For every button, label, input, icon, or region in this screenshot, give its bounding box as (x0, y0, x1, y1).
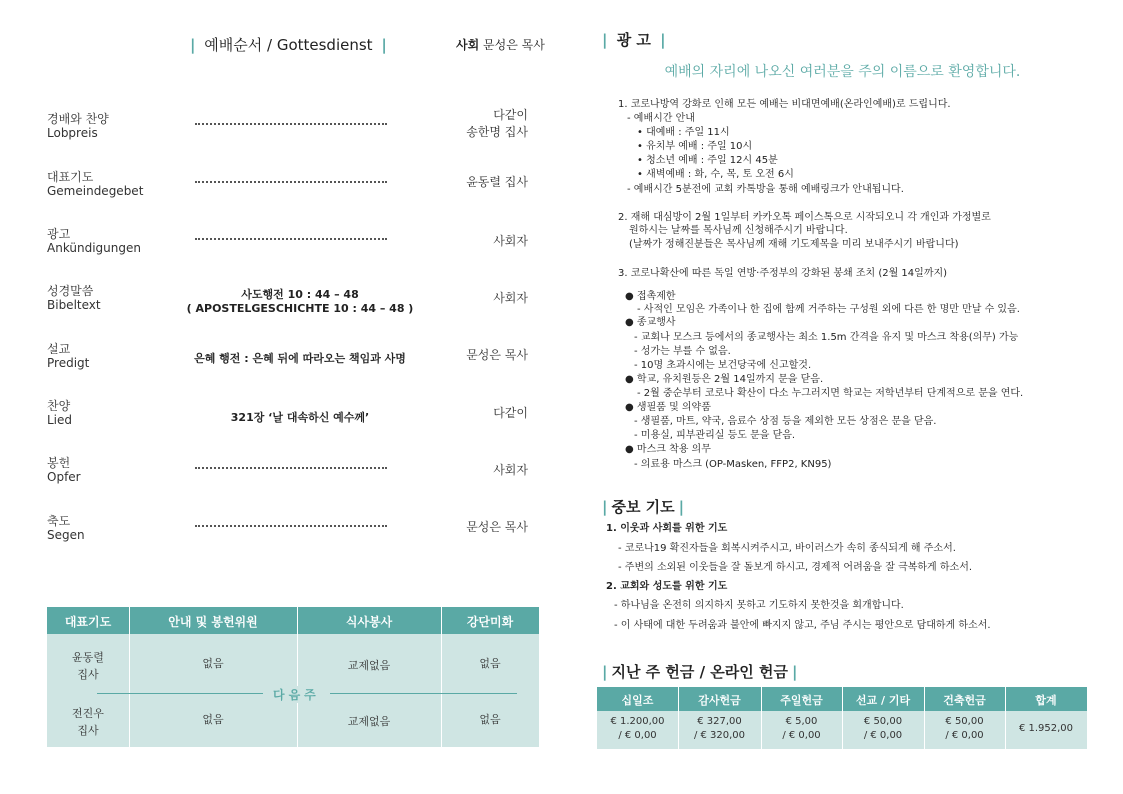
item-person: 사회자 (493, 463, 528, 477)
offering-header-cell: 주일헌금 (780, 694, 823, 707)
dotted-leader (195, 525, 387, 527)
prayer-title: | 중보 기도 | (602, 498, 685, 516)
table-divider (1005, 687, 1006, 749)
notice-line: - 성가는 부를 수 없음. (634, 346, 731, 357)
item-label-de: Lobpreis (47, 126, 98, 140)
notice-line: 3. 코로나확산에 따른 독일 연방·주정부의 강화된 봉쇄 조치 (2월 14일까지) (618, 268, 948, 279)
item-person: 윤동렬 집사 (466, 175, 528, 189)
offering-cell: € 1.200,00 / € 0,00 (610, 716, 665, 741)
item-label-de: Bibeltext (47, 298, 101, 312)
notice-line: - 의료용 마스크 (OP-Masken, FFP2, KN95) (634, 459, 832, 470)
hymn-title: 321장 ‘날 대속하신 예수께’ (230, 411, 370, 424)
offering-header-cell: 합계 (1035, 694, 1057, 707)
notice-line: • 대예배 : 주일 11시 (637, 127, 730, 138)
dotted-leader (195, 181, 387, 183)
item-label-de: Lied (47, 413, 73, 427)
service-item-lobpreis (0, 110, 562, 150)
service-item-segen (0, 512, 562, 552)
item-label-de: Gemeindegebet (47, 184, 144, 198)
notice-line: ● 접촉제한 (625, 291, 676, 302)
scripture-reference-de: ( APOSTELGESCHICHTE 10 : 44 – 48 ) (186, 302, 414, 315)
prayer-line: - 하나님을 온전히 의지하지 못하고 기도하지 못한것을 회개합니다. (614, 600, 904, 611)
notice-line: - 2월 중순부터 코로나 확산이 다소 누그러지면 학교는 저학년부터 단계적으로 문을 연다. (637, 388, 1024, 399)
item-label-de: Predigt (47, 356, 90, 370)
service-item-predigt (0, 340, 562, 380)
duty-cell: 전진우 집사 (72, 707, 104, 737)
service-item-ankuendigungen (0, 225, 562, 265)
service-item-opfer (0, 454, 562, 494)
item-label-de: Segen (47, 528, 85, 542)
item-label-ko: 설교 (47, 342, 71, 356)
item-label-ko: 봉헌 (47, 456, 71, 470)
duty-cell: 없음 (479, 657, 501, 670)
offering-cell: € 327,00 / € 320,00 (693, 716, 746, 741)
prayer-line: - 주변의 소외된 이웃들을 잘 돌보게 하시고, 경제적 어려움을 잘 극복하게 하소서. (618, 562, 973, 573)
service-leader: 사회 문성은 목사 (456, 38, 545, 52)
duty-cell: 교제없음 (347, 715, 391, 728)
notices-title: | 광 고 | (602, 31, 666, 49)
duty-cell: 없음 (202, 657, 224, 670)
offering-header-cell: 십일조 (621, 694, 654, 707)
notice-line: 원하시는 날짜를 목사님께 신청해주시기 바랍니다. (629, 225, 848, 236)
duty-header-cell: 대표기도 (64, 615, 112, 629)
item-label-ko: 성경말씀 (47, 284, 94, 298)
notice-line: ● 마스크 착용 의무 (625, 444, 711, 455)
item-label-de: Ankündigungen (47, 241, 141, 255)
notice-line: ● 종교행사 (625, 317, 676, 328)
notice-line: (날짜가 정해진분들은 목사님께 재해 기도제목을 미리 보내주시기 바랍니다) (629, 239, 959, 250)
offering-header-cell: 건축헌금 (943, 694, 986, 707)
duty-cell: 교제없음 (347, 659, 391, 672)
offering-cell: € 50,00 / € 0,00 (945, 716, 984, 741)
notice-line: 1. 코로나방역 강화로 인해 모든 예배는 비대면예배(온라인예배)로 드립니다. (618, 99, 951, 110)
duty-cell: 없음 (479, 713, 501, 726)
offering-header-cell: 선교 / 기타 (855, 694, 911, 707)
item-label-ko: 광고 (47, 227, 71, 241)
item-person: 문성은 목사 (466, 348, 528, 362)
item-label-ko: 대표기도 (47, 170, 94, 184)
item-label-ko: 축도 (47, 514, 71, 528)
duty-header-cell: 안내 및 봉헌위원 (168, 615, 258, 629)
item-label-de: Opfer (47, 470, 81, 484)
duty-cell: 없음 (202, 713, 224, 726)
notice-line: ● 생필품 및 의약품 (625, 402, 711, 413)
notice-line: - 예배시간 5분전에 교회 카톡방을 통해 예배링크가 안내됩니다. (627, 184, 904, 195)
prayer-line: - 이 사태에 대한 두려움과 불안에 빠지지 않고, 주님 주시는 평안으로 담대하게 하소서. (614, 620, 991, 631)
dotted-leader (195, 238, 387, 240)
item-label-ko: 찬양 (47, 399, 71, 413)
welcome-message: 예배의 자리에 나오신 여러분을 주의 이름으로 환영합니다. (664, 64, 1021, 80)
notice-line: - 교회나 모스크 등에서의 종교행사는 최소 1.5m 간격을 유지 및 마스크 착용(의무) 가능 (634, 332, 1019, 343)
service-title: | 예배순서 / Gottesdienst | (190, 36, 387, 54)
duty-cell: 윤동렬 집사 (72, 651, 104, 681)
notice-line: 2. 재해 대심방이 2월 1일부터 카카오톡 페이스톡으로 시작되오니 각 개인과 가정별로 (618, 212, 991, 223)
offering-title: | 지난 주 헌금 / 온라인 헌금 | (602, 663, 798, 681)
prayer-line: 2. 교회와 성도를 위한 기도 (606, 581, 728, 592)
scripture-reference: 사도행전 10 : 44 – 48 (241, 288, 359, 301)
notice-line: - 10명 초과시에는 보건당국에 신고할것. (634, 360, 812, 371)
notice-line: - 예배시간 안내 (627, 113, 695, 124)
notice-line: - 미용실, 피부관리실 등도 문을 닫음. (634, 430, 796, 441)
offering-total-cell: € 1.952,00 (1018, 723, 1074, 734)
offering-table (597, 687, 1087, 749)
offering-header-cell: 감사헌금 (698, 694, 741, 707)
duty-table-header (47, 607, 539, 634)
notice-line: • 새벽예배 : 화, 수, 목, 토 오전 6시 (637, 169, 794, 180)
service-item-bibeltext (0, 282, 562, 322)
item-person: 사회자 (493, 234, 528, 248)
notice-line: - 사적인 모임은 가족이나 한 집에 함께 거주하는 구성원 외에 다른 한 명만 만날 수 있음. (637, 304, 1020, 315)
prayer-line: - 코로나19 확진자들을 회복시켜주시고, 바이러스가 속히 종식되게 해 주소서. (618, 543, 956, 554)
prayer-line: 1. 이웃과 사회를 위한 기도 (606, 523, 728, 534)
item-person: 다같이 (493, 406, 528, 420)
service-item-gemeindegebet (0, 168, 562, 208)
duty-header-cell: 강단미화 (466, 615, 514, 629)
service-item-lied (0, 397, 562, 437)
dotted-leader (195, 467, 387, 469)
notice-line: • 유치부 예배 : 주일 10시 (637, 141, 753, 152)
sermon-title: 은혜 행전 : 은혜 뒤에 따라오는 책임과 사명 (194, 352, 406, 365)
item-person: 다같이 (493, 108, 528, 122)
notice-line: • 청소년 예배 : 주일 12시 45분 (637, 155, 778, 166)
right-page (562, 0, 1123, 794)
item-person-2: 송한명 집사 (466, 125, 528, 139)
notice-line: - 생필품, 마트, 약국, 음료수 상점 등을 제외한 모든 상점은 문을 닫음. (634, 416, 937, 427)
item-label-ko: 경배와 찬양 (47, 112, 109, 126)
item-person: 사회자 (493, 291, 528, 305)
offering-cell: € 50,00 / € 0,00 (863, 716, 903, 741)
dotted-leader (195, 123, 387, 125)
notice-line: ● 학교, 유치원등은 2월 14일까지 문을 닫음. (625, 374, 824, 385)
duty-table (47, 607, 539, 747)
offering-cell: € 5,00 / € 0,00 (782, 716, 821, 741)
next-week-label: 다음주 (263, 686, 330, 703)
item-person: 문성은 목사 (466, 520, 528, 534)
duty-header-cell: 식사봉사 (345, 615, 393, 629)
